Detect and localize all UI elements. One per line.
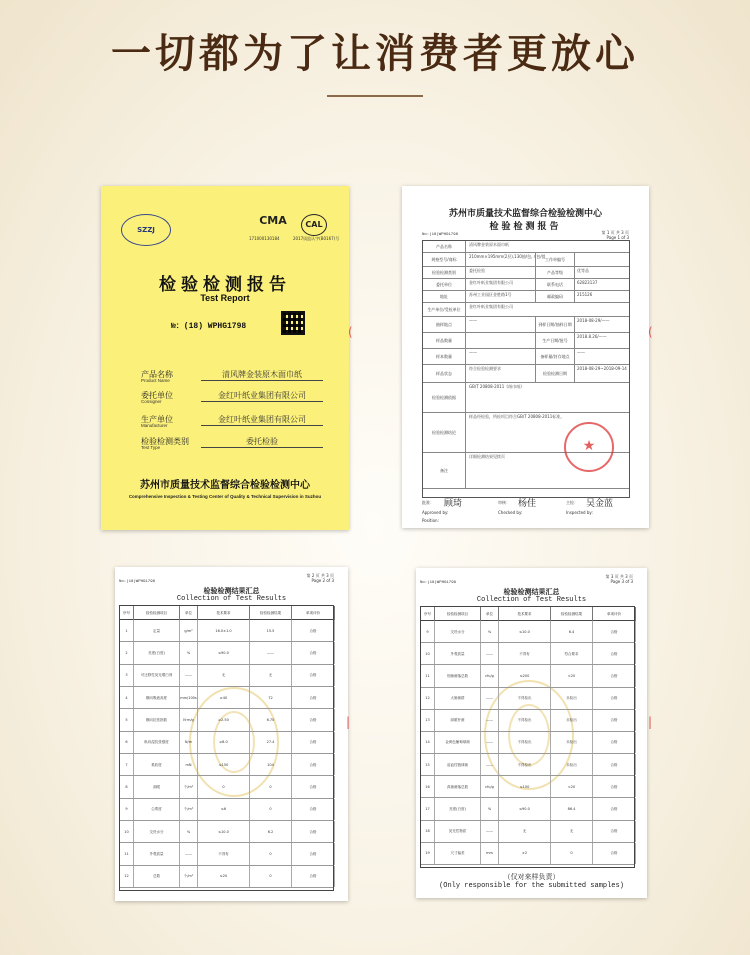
table-cell: ≥8.0 bbox=[198, 732, 250, 753]
info-row bbox=[423, 349, 629, 365]
table-cell: ≤100 bbox=[499, 776, 551, 797]
table-cell: 总数 bbox=[134, 866, 180, 887]
approver-label: 批准： bbox=[422, 500, 434, 505]
field-label-en: Product Name bbox=[141, 378, 170, 383]
table-row bbox=[120, 754, 333, 776]
cma-code: 171000130184 bbox=[249, 236, 280, 241]
table-cell: 不得有 bbox=[499, 643, 551, 664]
table-cell: 12 bbox=[421, 688, 435, 709]
report-page-2 bbox=[115, 567, 351, 901]
table-cell: 2 bbox=[120, 642, 134, 663]
table-cell: 金黄色葡萄球菌 bbox=[435, 732, 481, 753]
table-row bbox=[421, 776, 634, 798]
approved-by-label: Approved by: bbox=[422, 510, 449, 515]
table-cell: 0 bbox=[250, 799, 292, 820]
table-cell: 溶血性链球菌 bbox=[435, 754, 481, 775]
info-value: 苏州工业园区金胜路1号 bbox=[469, 292, 512, 297]
page3-footnote-en: (Only responsible for the submitted samples) bbox=[439, 882, 624, 890]
table-row bbox=[120, 732, 333, 754]
table-cell: —— bbox=[481, 732, 499, 753]
table-cell: 合格 bbox=[292, 799, 335, 820]
table-cell: 10 bbox=[421, 643, 435, 664]
table-cell: 真菌菌落总数 bbox=[435, 776, 481, 797]
table-cell: 7 bbox=[120, 754, 134, 775]
table-cell: 合格 bbox=[593, 710, 636, 731]
cover-logo-row bbox=[121, 214, 340, 254]
header-cell: 技术要求 bbox=[198, 606, 250, 620]
table-cell: 外观质量 bbox=[435, 643, 481, 664]
info-value: 样品经检验，所检项目符合GB/T 20808-2011标准。 bbox=[469, 414, 565, 419]
field-label: 委托单位 bbox=[141, 391, 173, 400]
table-row bbox=[421, 621, 634, 643]
page2-title: 检验检测结果汇总 bbox=[203, 587, 260, 595]
table-cell: 未检出 bbox=[551, 754, 593, 775]
inspector-label: 主检： bbox=[566, 500, 578, 505]
checker-label: 审核： bbox=[498, 500, 510, 505]
info-key: 规格型号/商标 bbox=[423, 253, 466, 266]
table-cell: ≤20 bbox=[198, 866, 250, 887]
table-cell: <20 bbox=[551, 665, 593, 686]
table-header bbox=[421, 607, 634, 621]
szzj-logo-icon: SZZJ bbox=[121, 214, 171, 246]
table-cell: 合格 bbox=[292, 665, 335, 686]
table-cell: 17 bbox=[421, 798, 435, 819]
info-key: 样品数量 bbox=[423, 333, 466, 348]
report-page-3 bbox=[416, 568, 647, 898]
table-cell: 合格 bbox=[292, 620, 335, 641]
table-cell: 4 bbox=[120, 687, 134, 708]
page3-results-table bbox=[420, 606, 635, 868]
page1-page-indicator bbox=[602, 230, 629, 240]
info-value: 清风牌金装原木面巾纸 bbox=[469, 242, 509, 247]
info-row bbox=[423, 365, 629, 383]
table-cell: 18 bbox=[421, 821, 435, 842]
info-value: 金红叶纸业集团有限公司 bbox=[469, 280, 513, 285]
table-cell: 合格 bbox=[593, 754, 636, 775]
table-cell: 符合要求 bbox=[551, 643, 593, 664]
table-cell: —— bbox=[481, 710, 499, 731]
info-row bbox=[423, 303, 629, 317]
table-cell: 尺寸偏差 bbox=[435, 843, 481, 864]
info-value: 金红叶纸业集团有限公司 bbox=[469, 304, 513, 309]
info-key: 样品状态 bbox=[423, 365, 466, 382]
table-cell: ≤150 bbox=[198, 754, 250, 775]
table-cell: 6.70 bbox=[250, 709, 292, 730]
table-cell: ≤200 bbox=[499, 665, 551, 686]
table-cell: 合格 bbox=[593, 821, 636, 842]
table-row bbox=[421, 843, 634, 865]
report-cover bbox=[101, 186, 349, 530]
table-cell: 16 bbox=[421, 776, 435, 797]
table-cell: cfu/g bbox=[481, 665, 499, 686]
table-cell: 14 bbox=[421, 732, 435, 753]
table-row bbox=[120, 642, 333, 664]
info-key: 检验检测依据 bbox=[423, 383, 466, 412]
table-cell: 8 bbox=[120, 776, 134, 797]
cover-title-en: Test Report bbox=[200, 293, 250, 303]
page2-page-indicator bbox=[307, 573, 334, 583]
page-en: Page 2 of 3 bbox=[311, 578, 334, 583]
header-cell: 序号 bbox=[120, 606, 134, 620]
field-label-en: Consigner bbox=[141, 399, 162, 404]
table-cell: 交货水分 bbox=[435, 621, 481, 642]
table-cell: ≥40 bbox=[198, 687, 250, 708]
page1-title: 检验检测报告 bbox=[489, 222, 562, 232]
info-key-secondary: 联系电话 bbox=[535, 279, 575, 290]
cover-field-product bbox=[141, 369, 331, 387]
info-value-secondary: —— bbox=[577, 350, 585, 355]
red-stamp-edge-icon: ( bbox=[648, 325, 653, 339]
cal-code: 2017质监认字(B0167)号 bbox=[293, 236, 340, 241]
red-stamp-edge-icon: | bbox=[648, 715, 653, 729]
table-row bbox=[120, 709, 333, 731]
table-cell: ±2 bbox=[499, 843, 551, 864]
table-cell: ≤90.0 bbox=[198, 642, 250, 663]
cover-title: 检验检测报告 bbox=[159, 275, 291, 295]
field-value: 金红叶纸业集团有限公司 bbox=[201, 390, 323, 402]
page2-results-table bbox=[119, 605, 334, 891]
table-cell: 72 bbox=[250, 687, 292, 708]
table-cell: 0 bbox=[250, 866, 292, 887]
table-cell: 15 bbox=[421, 754, 435, 775]
table-cell: 未检出 bbox=[551, 732, 593, 753]
table-row bbox=[421, 732, 634, 754]
info-value: 详细检测结果见续页 bbox=[469, 454, 505, 459]
info-value: 210mm×195mm(2层),130抽/包, 4包/提 bbox=[469, 254, 546, 259]
field-value: 清风牌金装原木面巾纸 bbox=[201, 369, 323, 381]
table-cell: 柔软度 bbox=[134, 754, 180, 775]
table-cell: 合格 bbox=[593, 798, 636, 819]
table-cell: 0 bbox=[198, 776, 250, 797]
table-cell: % bbox=[180, 821, 198, 842]
position-label: Position: bbox=[422, 518, 439, 523]
table-cell: —— bbox=[481, 643, 499, 664]
page-headline: 一切都为了让消费者更放心 bbox=[111, 31, 639, 77]
info-row bbox=[423, 279, 629, 291]
table-cell: 5 bbox=[120, 709, 134, 730]
header-cell: 单位 bbox=[481, 607, 499, 621]
table-cell: <20 bbox=[551, 776, 593, 797]
table-cell: —— bbox=[481, 754, 499, 775]
cover-field-consigner bbox=[141, 390, 331, 408]
info-key-secondary: 生产日期/批号 bbox=[535, 333, 575, 348]
table-cell: ≤10.0 bbox=[198, 821, 250, 842]
table-cell: 交货水分 bbox=[134, 821, 180, 842]
table-cell: 合格 bbox=[292, 687, 335, 708]
table-cell: 绿脓杆菌 bbox=[435, 710, 481, 731]
info-row bbox=[423, 253, 629, 267]
page-cn: 第 2 页 共 3 页 bbox=[306, 573, 334, 578]
info-key: 生产单位/受检单位 bbox=[423, 303, 466, 316]
table-cell: 合格 bbox=[593, 843, 636, 864]
table-cell: 10 bbox=[120, 821, 134, 842]
cover-field-manufacturer bbox=[141, 414, 331, 432]
info-key: 产品名称 bbox=[423, 241, 466, 252]
table-row bbox=[421, 754, 634, 776]
table-cell: 合格 bbox=[593, 665, 636, 686]
table-cell: 无 bbox=[198, 665, 250, 686]
info-key: 委托单位 bbox=[423, 279, 466, 290]
info-row bbox=[423, 267, 629, 279]
header-cell: 检验检测结果 bbox=[250, 606, 292, 620]
table-cell: 0 bbox=[250, 776, 292, 797]
table-header bbox=[120, 606, 333, 620]
header-cell: 单项评价 bbox=[593, 607, 636, 621]
table-cell: 合格 bbox=[593, 776, 636, 797]
table-cell: —— bbox=[180, 665, 198, 686]
header-cell: 技术要求 bbox=[499, 607, 551, 621]
cover-organization: 苏州市质量技术监督综合检验检测中心 bbox=[140, 480, 310, 491]
table-cell: 不得检出 bbox=[499, 710, 551, 731]
info-key-secondary: 备样量/封存地点 bbox=[535, 349, 575, 364]
field-label-en: Test Type bbox=[141, 445, 161, 450]
page2-report-number: No:(18)WPHG1798 bbox=[119, 580, 156, 584]
header-cell: 检验检测结果 bbox=[551, 607, 593, 621]
table-cell: —— bbox=[250, 642, 292, 663]
table-cell: N/m bbox=[180, 732, 198, 753]
qr-code-icon bbox=[281, 311, 305, 335]
info-key-secondary: 邮政编码 bbox=[535, 291, 575, 302]
table-cell: N·m/g bbox=[180, 709, 198, 730]
table-cell: 合格 bbox=[292, 642, 335, 663]
table-cell: 16.0±1.0 bbox=[198, 620, 250, 641]
table-cell: 12 bbox=[120, 866, 134, 887]
table-cell: 27.4 bbox=[250, 732, 292, 753]
table-cell: 1 bbox=[120, 620, 134, 641]
table-cell: 合格 bbox=[292, 821, 335, 842]
info-key: 备注 bbox=[423, 453, 466, 488]
table-row bbox=[120, 866, 333, 888]
table-cell: 6 bbox=[120, 732, 134, 753]
table-cell: —— bbox=[481, 688, 499, 709]
table-cell: 合格 bbox=[292, 776, 335, 797]
table-cell: 横向吸液高度 bbox=[134, 687, 180, 708]
report-page-1 bbox=[402, 186, 649, 528]
page3-footnote-cn: （仅对来样负责） bbox=[503, 874, 560, 882]
table-cell: cfu/g bbox=[481, 776, 499, 797]
header-cell: 单位 bbox=[180, 606, 198, 620]
table-cell: 合格 bbox=[292, 843, 335, 864]
table-cell: 荧光性物质 bbox=[435, 821, 481, 842]
info-key: 检验检测类别 bbox=[423, 267, 466, 278]
table-cell: 不得有 bbox=[198, 843, 250, 864]
table-cell: 不得检出 bbox=[499, 754, 551, 775]
table-cell: 合格 bbox=[593, 732, 636, 753]
table-cell: 细菌菌落总数 bbox=[435, 665, 481, 686]
table-cell: mm/100s bbox=[180, 687, 198, 708]
table-row bbox=[120, 620, 333, 642]
table-cell: 15.5 bbox=[250, 620, 292, 641]
table-row bbox=[421, 665, 634, 687]
table-cell: 无 bbox=[250, 665, 292, 686]
table-row bbox=[421, 688, 634, 710]
table-cell: 11 bbox=[421, 665, 435, 686]
table-cell: 大肠菌群 bbox=[435, 688, 481, 709]
info-value-secondary: 215126 bbox=[577, 292, 593, 297]
table-cell: 无 bbox=[499, 821, 551, 842]
page-en: Page 1 of 3 bbox=[606, 235, 629, 240]
table-cell: 外观质量 bbox=[134, 843, 180, 864]
header-cell: 单项评价 bbox=[292, 606, 335, 620]
header-cell: 检验检测项目 bbox=[435, 607, 481, 621]
info-key-secondary: 工作单编号 bbox=[535, 253, 575, 266]
table-cell: 定量 bbox=[134, 620, 180, 641]
table-cell: 不得检出 bbox=[499, 688, 551, 709]
info-row bbox=[423, 241, 629, 253]
table-cell: 横向抗张指数 bbox=[134, 709, 180, 730]
table-row bbox=[120, 687, 333, 709]
info-value: GB/T 20808-2011《纸巾纸》 bbox=[469, 384, 525, 389]
field-label: 产品名称 bbox=[141, 370, 173, 379]
info-row bbox=[423, 291, 629, 303]
cover-report-number: №：(18) WPHG1798 bbox=[171, 322, 247, 331]
info-value: 符合检验检测要求 bbox=[469, 366, 501, 371]
info-key: 地址 bbox=[423, 291, 466, 302]
info-row bbox=[423, 333, 629, 349]
cover-organization-en: Comprehensive Inspection & Testing Center of Quality & Technical Supervision in Suzhou bbox=[128, 494, 322, 499]
inspected-by-label: Inspected by: bbox=[566, 510, 593, 515]
table-row bbox=[120, 821, 333, 843]
table-cell: ≤10.0 bbox=[499, 621, 551, 642]
page1-organization: 苏州市质量技术监督综合检验检测中心 bbox=[448, 209, 602, 219]
info-value-secondary: 2018-08-29/—— bbox=[577, 318, 610, 323]
page-cn: 第 1 页 共 3 页 bbox=[601, 230, 629, 235]
page3-title-en: Collection of Test Results bbox=[476, 596, 587, 604]
info-value: —— bbox=[469, 350, 477, 355]
info-key-secondary: 检验检测日期 bbox=[535, 365, 575, 382]
table-cell: ≤6 bbox=[198, 799, 250, 820]
table-row bbox=[421, 710, 634, 732]
table-cell: 9 bbox=[120, 799, 134, 820]
table-cell: 104 bbox=[250, 754, 292, 775]
table-cell: % bbox=[481, 798, 499, 819]
info-key: 抽样地点 bbox=[423, 317, 466, 332]
table-cell: 合格 bbox=[292, 709, 335, 730]
table-cell: ≥2.50 bbox=[198, 709, 250, 730]
table-cell: 可迁移性荧光增白剂 bbox=[134, 665, 180, 686]
table-cell: g/m² bbox=[180, 620, 198, 641]
table-cell: 无 bbox=[551, 821, 593, 842]
info-value: —— bbox=[469, 318, 477, 323]
table-cell: mN bbox=[180, 754, 198, 775]
table-cell: 亮度(白度) bbox=[435, 798, 481, 819]
table-row bbox=[421, 643, 634, 665]
table-cell: ≤90.0 bbox=[499, 798, 551, 819]
table-cell: 6.4 bbox=[551, 621, 593, 642]
table-cell: 合格 bbox=[593, 688, 636, 709]
table-cell: % bbox=[180, 642, 198, 663]
checked-by-label: Checked by: bbox=[498, 510, 523, 515]
field-label: 检验检测类别 bbox=[141, 437, 189, 446]
table-cell: 尘埃度 bbox=[134, 799, 180, 820]
table-cell: 合格 bbox=[292, 732, 335, 753]
info-value-secondary: 62823137 bbox=[577, 280, 598, 285]
info-key-secondary: 到样日期/抽样日期 bbox=[535, 317, 575, 332]
field-value: 金红叶纸业集团有限公司 bbox=[201, 414, 323, 426]
cal-mark-icon: CAL bbox=[301, 214, 327, 236]
page-en: Page 3 of 3 bbox=[610, 579, 633, 584]
table-cell: —— bbox=[481, 821, 499, 842]
red-seal-icon bbox=[564, 422, 614, 472]
table-cell: 合格 bbox=[292, 866, 335, 887]
header-cell: 检验检测项目 bbox=[134, 606, 180, 620]
page3-report-number: No:(18)WPHG1798 bbox=[420, 581, 457, 585]
table-row bbox=[421, 821, 634, 843]
info-value: 委托检验 bbox=[469, 268, 485, 273]
table-cell: % bbox=[481, 621, 499, 642]
table-cell: 19 bbox=[421, 843, 435, 864]
table-row bbox=[120, 776, 333, 798]
table-cell: 未检出 bbox=[551, 688, 593, 709]
page3-page-indicator bbox=[606, 574, 633, 584]
table-cell: 未检出 bbox=[551, 710, 593, 731]
table-row bbox=[120, 843, 333, 865]
table-cell: 9 bbox=[421, 621, 435, 642]
red-stamp-edge-icon: | bbox=[346, 715, 351, 729]
info-value-secondary: 2018.8.26/—— bbox=[577, 334, 607, 339]
table-cell: 合格 bbox=[593, 621, 636, 642]
table-cell: 11 bbox=[120, 843, 134, 864]
table-row bbox=[421, 798, 634, 820]
info-key-secondary: 产品等级 bbox=[535, 267, 575, 278]
info-value-secondary: 优等品 bbox=[577, 268, 589, 273]
checker-signature: 杨佳 bbox=[518, 499, 537, 509]
table-cell: 0 bbox=[551, 843, 593, 864]
table-cell: —— bbox=[180, 843, 198, 864]
info-row bbox=[423, 317, 629, 333]
field-value: 委托检验 bbox=[201, 436, 323, 448]
table-cell: 合格 bbox=[593, 643, 636, 664]
field-label-en: Manufacturer bbox=[141, 423, 168, 428]
headline-divider bbox=[327, 95, 423, 97]
approver-signature: 顾琦 bbox=[444, 499, 463, 509]
info-key: 检验检测结论 bbox=[423, 413, 466, 452]
table-cell: 个/m² bbox=[180, 776, 198, 797]
table-cell: 合格 bbox=[292, 754, 335, 775]
table-cell: 86.4 bbox=[551, 798, 593, 819]
field-label: 生产单位 bbox=[141, 415, 173, 424]
table-cell: 不得检出 bbox=[499, 732, 551, 753]
cma-mark-icon: CMA bbox=[259, 214, 287, 227]
table-cell: 个/m² bbox=[180, 866, 198, 887]
info-row bbox=[423, 383, 629, 413]
page1-report-number: No:(18)WPHG1798 bbox=[422, 233, 459, 237]
table-cell: 亮度(白度) bbox=[134, 642, 180, 663]
table-cell: 洞眼 bbox=[134, 776, 180, 797]
table-cell: 13 bbox=[421, 710, 435, 731]
inspector-signature: 吴金蓝 bbox=[586, 499, 614, 509]
cover-field-test-type bbox=[141, 436, 331, 454]
header-cell: 序号 bbox=[421, 607, 435, 621]
info-value-secondary: 2018-08-29~2018-09-14 bbox=[577, 366, 627, 371]
table-cell: 个/m² bbox=[180, 799, 198, 820]
table-cell: 纵向湿抗张强度 bbox=[134, 732, 180, 753]
table-row bbox=[120, 665, 333, 687]
info-key: 样本数量 bbox=[423, 349, 466, 364]
page-cn: 第 3 页 共 3 页 bbox=[605, 574, 633, 579]
table-cell: 0 bbox=[250, 843, 292, 864]
table-row bbox=[120, 799, 333, 821]
red-stamp-edge-icon: ( bbox=[348, 325, 353, 339]
table-cell: mm bbox=[481, 843, 499, 864]
table-cell: 3 bbox=[120, 665, 134, 686]
page3-title: 检验检测结果汇总 bbox=[503, 588, 560, 596]
page2-title-en: Collection of Test Results bbox=[176, 595, 287, 603]
table-cell: 6.2 bbox=[250, 821, 292, 842]
